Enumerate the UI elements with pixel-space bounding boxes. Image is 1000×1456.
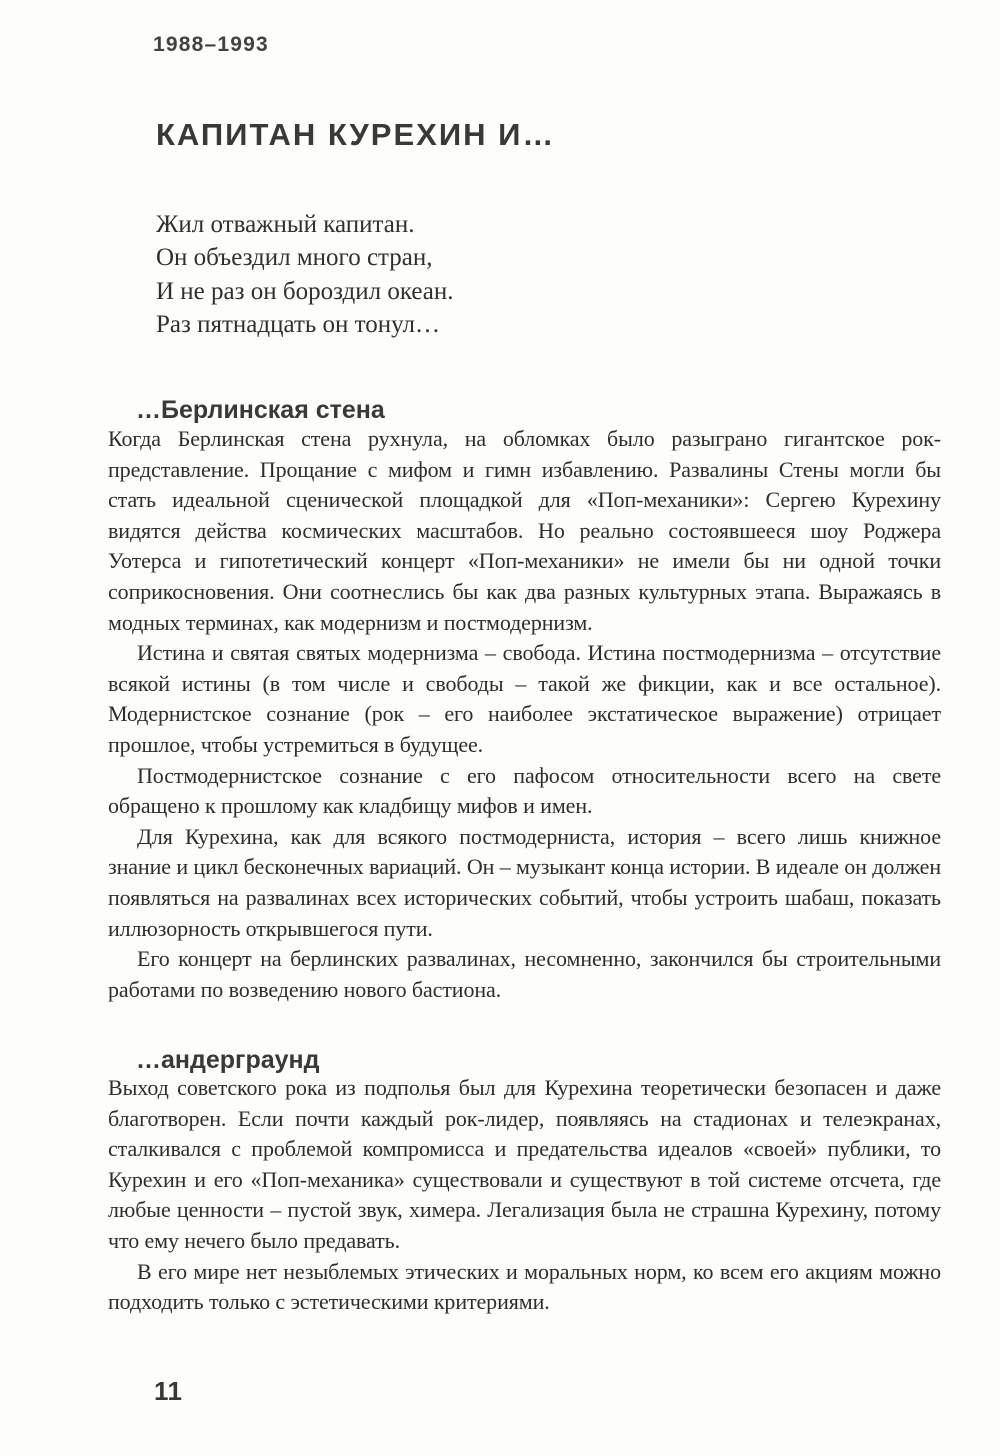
paragraph: Выход советского рока из подполья был для Курехина теоретически безопасен и даже благотворен. Если почти каждый рок-лидер, появляясь на стадионах и телеэкранах, сталкивался с проблемой компромисса и предательства идеалов «своей» публики, то Курехин и его «Поп-механика» существовали и существуют в той системе отсчета, где любые ценности – пустой звук, химера. Легализация была не страшна Курехину, потому что ему нечего было предавать.	[108, 1075, 941, 1253]
paragraph: В его мире нет незыблемых этических и моральных норм, ко всем его акциям можно подходить только с эстетическими критериями.	[108, 1258, 941, 1315]
paragraph: Когда Берлинская стена рухнула, на обломках было разыграно гигантское рок-представление. Прощание с мифом и гимн избавлению. Развалины Стены могли бы стать идеальной сценической площадкой для «Поп-механики»: Сергею Курехину видятся действа космических масштабов. Но реально состоявшееся шоу Роджера Уотерса и гипотетический концерт «Поп-механики» не имели бы ни одной точки соприкосновения. Они соотнеслись бы как два разных культурных этапа. Выражаясь в модных терминах, как модернизм и постмодернизм.	[108, 426, 941, 635]
epigraph-line: И не раз он бороздил океан.	[156, 277, 454, 305]
epigraph-line: Раз пятнадцать он тонул…	[156, 311, 441, 339]
epigraph-line: Жил отважный капитан.	[156, 211, 415, 238]
paragraph: Истина и святая святых модернизма – свобода. Истина постмодернизма – отсутствие всякой истины (в том числе и свободы – такой же фикции, как и все остальное). Модернистское сознание (рок – его наиболее экстатическое выражение) отрицает прошлое, чтобы устремиться в будущее.	[108, 640, 941, 757]
paragraph: Для Курехина, как для всякого постмодерниста, история – всего лишь книжное знание и цикл бесконечных вариаций. Он – музыкант конца истории. В идеале он должен появляться на развалинах всех исторических событий, чтобы устроить шабаш, показать иллюзорность открывшегося пути.	[108, 823, 941, 941]
chapter-title: КАПИТАН КУРЕХИН И…	[156, 117, 556, 152]
paragraph: Постмодернистское сознание с его пафосом относительности всего на свете обращено к прошлому как кладбищу мифов и имен.	[108, 762, 941, 819]
epigraph	[156, 208, 454, 342]
running-head: 1988–1993	[153, 33, 269, 56]
section-heading-underground: …андерграунд	[136, 1046, 320, 1074]
section-body-berlin-wall	[108, 424, 941, 1005]
section-heading-berlin-wall: …Берлинская стена	[136, 396, 385, 424]
epigraph-line: Он объездил много стран,	[156, 244, 433, 272]
paragraph: Его концерт на берлинских развалинах, несомненно, закончился бы строительными работами по возведению нового бастиона.	[108, 946, 941, 1002]
page-number: 11	[154, 1376, 183, 1406]
section-body-underground	[108, 1073, 941, 1318]
